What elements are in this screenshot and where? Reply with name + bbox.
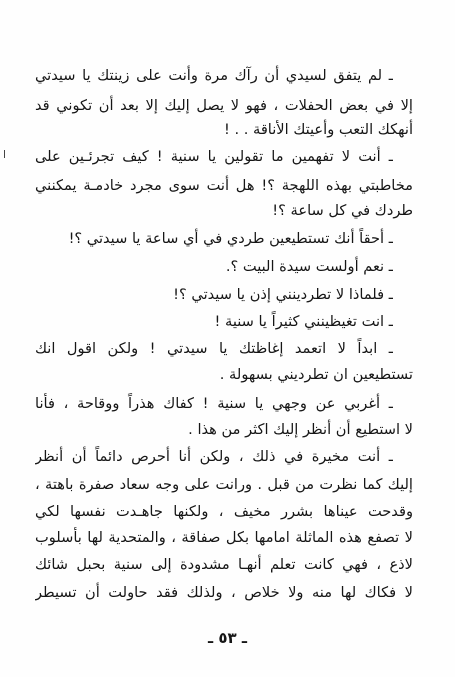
text-line: ـ أنت مخيرة في ذلك ، ولكن أنا أحرص دائماً أن أنظر <box>35 448 393 465</box>
text-line: ـ أحقاً أنك تستطيعين طردي في أي ساعة يا سيدتي ؟! <box>68 230 393 247</box>
page-number: ـ ٥٣ ـ <box>207 629 248 647</box>
text-line: لاذع ، فهي كانت تعلم أنهـا مشدودة إلى سنية بحبل شائك <box>35 556 413 573</box>
text-line: ـ فلماذا لا تطردينني إذن يا سيدتي ؟! <box>173 286 393 303</box>
text-line: ـ أنت لا تفهمين ما تقولين يا سنية ! كيف تجرئـين على <box>35 148 393 165</box>
text-line: ـ انت تغيظينني كثيراً يا سنية ! <box>214 313 393 330</box>
text-line: إليك كما نظرت من قبل . ورانت على وجه سعاد صفرة باهتة ، <box>35 476 413 493</box>
text-line: لا استطيع أن أنظر إليك اكثر من هذا . <box>188 421 413 438</box>
text-line: تستطيعين ان تطرديني بسهولة . <box>219 366 413 383</box>
text-line: ـ أغربي عن وجهي يا سنية ! كفاك هذراً ووقاحة ، فأنا <box>35 395 393 412</box>
text-line: لا تصفع هذه الماثلة امامها بكل صفاقة ، والمتحدية لها بأسلوب <box>35 529 413 546</box>
text-line: ـ نعم أولست سيدة البيت ؟. <box>225 258 393 275</box>
page-edge-mark <box>4 150 5 158</box>
text-line: ـ ابداً لا اتعمد إغاظتك يا سيدتي ! ولكن اقول انك <box>35 340 393 357</box>
text-line: إلا في بعض الحفلات ، فهو لا يصل إليك إلا بعد أن تكوني قد <box>35 97 413 114</box>
text-line: وقدحت عيناها بشرر مخيف ، ولكنها جاهـدت نفسها لكي <box>35 503 413 520</box>
text-line: طردك في كل ساعة ؟! <box>272 202 413 219</box>
text-line: مخاطبتي بهذه اللهجة ؟! هل أنت سوى مجرد خادمـة يمكنني <box>35 177 413 194</box>
text-line: ـ لم يتفق لسيدي أن رآك مرة وأنت على زينتك يا سيدتي <box>35 67 393 84</box>
text-line: أنهكك التعب وأعيتك الأناقة . . ! <box>223 121 413 138</box>
text-line: لا فكاك لها منه ولا خلاص ، ولذلك فقد حاولت أن تسيطر <box>35 584 413 601</box>
